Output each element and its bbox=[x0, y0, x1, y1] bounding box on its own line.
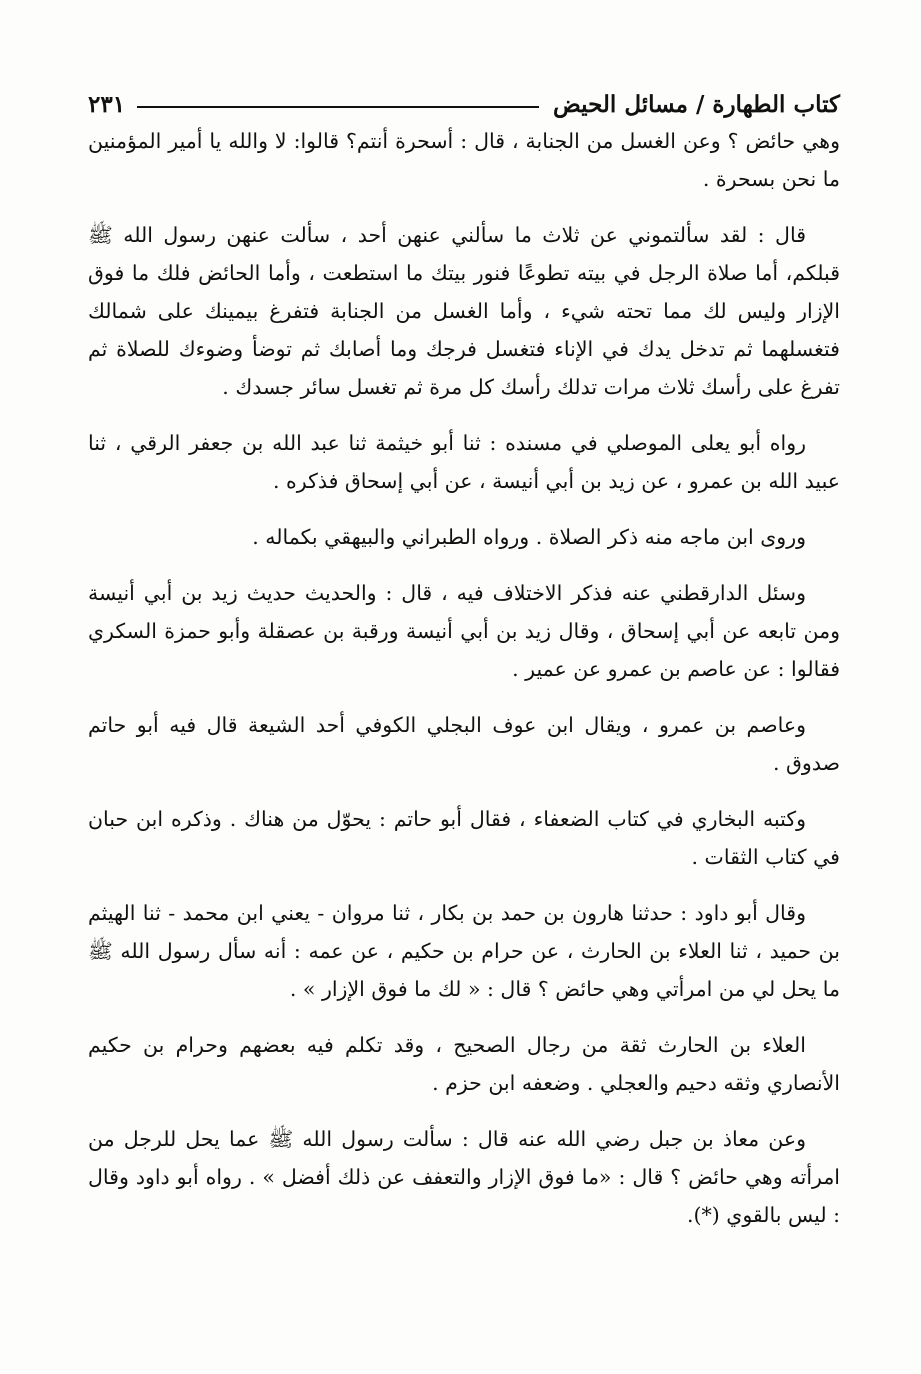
body-text bbox=[88, 122, 840, 1252]
paragraph: وعن معاذ بن جبل رضي الله عنه قال : سألت رسول الله ﷺ عما يحل للرجل من امرأته وهي حائض ؟ قال : «ما فوق الإزار والتعفف عن ذلك أفضل » . رواه أبو داود وقال : ليس بالقوي (*). bbox=[88, 1127, 840, 1227]
page-number: ٢٣١ bbox=[88, 90, 126, 118]
header-title: كتاب الطهارة / مسائل الحيض bbox=[552, 90, 840, 118]
paragraph: قال : لقد سألتموني عن ثلاث ما سألني عنهن أحد ، سألت عنهن رسول الله ﷺ قبلكم، أما صلاة الرجل في بيته تطوعًا فنور بيتك ما استطعت ، وأما الحائض فلك ما فوق الإزار وليس لك مما تحته شيء ، وأما الغسل من الجنابة فتفرغ بيمينك على شمالك فتغسلهما ثم تدخل يدك في الإناء فتغسل فرجك وما أصابك ثم توضأ وضوءك للصلاة ثم تفرغ على رأسك ثلاث مرات تدلك رأسك كل مرة ثم تغسل سائر جسدك . bbox=[88, 223, 840, 399]
paragraph: وقال أبو داود : حدثنا هارون بن حمد بن بكار ، ثنا مروان - يعني ابن محمد - ثنا الهيثم بن حميد ، ثنا العلاء بن الحارث ، عن حرام بن حكيم ، عن عمه : أنه سأل رسول الله ﷺ ما يحل لي من امرأتي وهي حائض ؟ قال : « لك ما فوق الإزار » . bbox=[88, 901, 840, 1001]
running-header bbox=[88, 86, 840, 122]
paragraph: وهي حائض ؟ وعن الغسل من الجنابة ، قال : أسحرة أنتم؟ قالوا: لا والله يا أمير المؤمنين ما نحن بسحرة . bbox=[88, 129, 840, 191]
paragraph: وسئل الدارقطني عنه فذكر الاختلاف فيه ، قال : والحديث حديث زيد بن أبي أنيسة ومن تابعه عن أبي إسحاق ، وقال زيد بن أبي أنيسة ورقبة بن عصقلة وأبو حمزة السكري فقالوا : عن عاصم بن عمرو عن عمير . bbox=[88, 581, 840, 681]
header-rule bbox=[137, 106, 539, 108]
paragraph: وعاصم بن عمرو ، ويقال ابن عوف البجلي الكوفي أحد الشيعة قال فيه أبو حاتم صدوق . bbox=[88, 713, 840, 775]
paragraph: وكتبه البخاري في كتاب الضعفاء ، فقال أبو حاتم : يحوّل من هناك . وذكره ابن حبان في كتاب الثقات . bbox=[88, 807, 840, 869]
paragraph: العلاء بن الحارث ثقة من رجال الصحيح ، وقد تكلم فيه بعضهم وحرام بن حكيم الأنصاري وثقه دحيم والعجلي . وضعفه ابن حزم . bbox=[88, 1033, 840, 1095]
paragraph: رواه أبو يعلى الموصلي في مسنده : ثنا أبو خيثمة ثنا عبد الله بن جعفر الرقي ، ثنا عبيد الله بن عمرو ، عن زيد بن أبي أنيسة ، عن أبي إسحاق فذكره . bbox=[88, 431, 840, 493]
paragraph: وروى ابن ماجه منه ذكر الصلاة . ورواه الطبراني والبيهقي بكماله . bbox=[252, 525, 806, 549]
